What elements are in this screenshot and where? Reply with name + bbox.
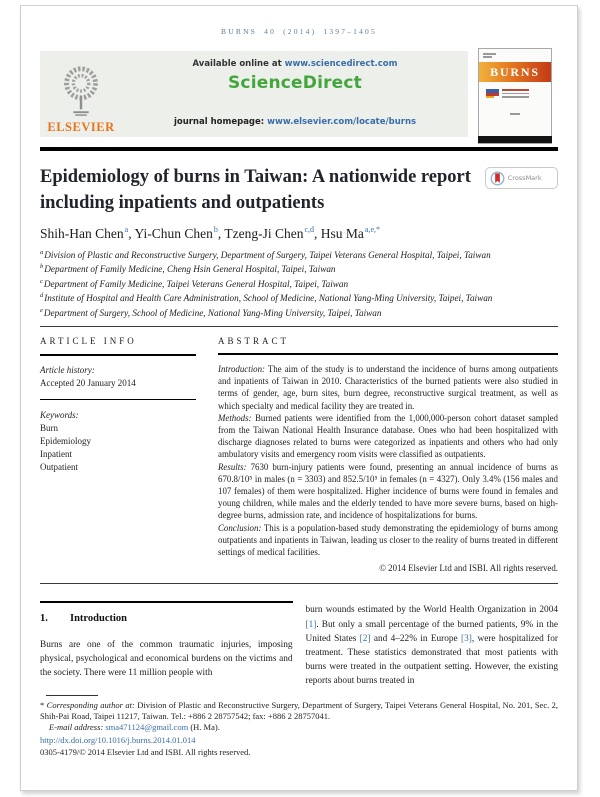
title-row — [40, 164, 558, 216]
author-list — [40, 225, 558, 242]
affiliation — [40, 247, 532, 262]
body-text: and 4–22% in Europe — [370, 633, 461, 644]
journal-cover-thumbnail[interactable] — [478, 48, 552, 144]
abstract-paragraph-label: Methods: — [218, 412, 252, 423]
citation-3-link[interactable]: [3] — [461, 633, 472, 644]
article-info-heading: ARTICLE INFO — [40, 335, 137, 346]
abstract-paragraph-text: Burned patients were identified from the 1,000,000-person cohort dataset sampled from the Taiwan National Health Insurance database. Ones who had been hospitalized with discharge diagnoses related to burns were categorized as inpatients and others who had only ambulatory visits and emergency room visits were classified as outpatients. — [218, 412, 558, 460]
keyword: Burn — [40, 422, 58, 433]
citation-2-link[interactable]: [2] — [359, 633, 371, 644]
abstract-paragraph — [218, 363, 558, 412]
body-columns — [40, 601, 558, 688]
body-paragraph: Burns are one of the common traumatic injuries, imposing physical, psychological and economical burdens on the victims and the society. There were 11 million people with — [40, 639, 293, 679]
body-text: , were hospitalized for treatment. These statistics demonstrated that most patients with burns were treated in the outpatient setting. However, the existing reports about burns treated in — [305, 633, 558, 687]
abstract-paragraph-text: The aim of the study is to understand the incidence of burns among outpatients and inpatients of Taiwan in 2010. Characteristics of the burned patients were also studied in terms of gender, age, burn sites, burn degree, reconstructive surgical treatment, as well as which specialty and medical facility they are treated in. — [218, 363, 558, 411]
email-line — [40, 722, 558, 733]
elsevier-logo-text: ELSEVIER — [47, 120, 115, 134]
body-right-column — [306, 601, 559, 688]
cover-footer-mark — [510, 113, 520, 115]
journal-homepage-label: journal homepage: — [173, 117, 268, 127]
cover-header-text-line — [483, 56, 492, 58]
publisher-banner-row — [40, 51, 558, 144]
section-number: 1. — [40, 613, 48, 625]
journal-reference: BURNS 40 (2014) 1397–1405 — [221, 27, 377, 36]
affiliation — [40, 276, 532, 291]
keywords-label: Keywords: — [40, 409, 79, 420]
cover-bottom-bar — [478, 136, 552, 143]
author — [224, 226, 320, 241]
affiliation-sup: e — [40, 307, 43, 315]
doi-link[interactable]: http://dx.doi.org/10.1016/j.burns.2014.01.014 — [40, 735, 196, 746]
affiliation-sup: b — [40, 263, 44, 271]
divider — [218, 353, 558, 355]
author-separator: , — [314, 225, 321, 241]
author-name: Tzeng-Ji Chen — [224, 225, 304, 241]
article-info-abstract-box — [40, 326, 558, 585]
isbi-flag-icon — [486, 89, 499, 98]
corresponding-author-note — [40, 700, 558, 722]
author — [134, 226, 224, 241]
keyword: Outpatient — [40, 461, 78, 472]
keyword: Inpatient — [40, 448, 72, 459]
footnote-divider — [46, 695, 98, 696]
author-affiliation-sup: c,d — [304, 225, 315, 234]
sciencedirect-banner — [40, 51, 468, 137]
journal-homepage-link[interactable]: www.elsevier.com/locate/burns — [267, 117, 417, 127]
cover-header-text-line — [483, 53, 496, 55]
paper-first-page — [20, 5, 578, 791]
sciencedirect-url-link[interactable]: www.sciencedirect.com — [284, 59, 398, 69]
affiliation — [40, 305, 532, 320]
affiliation-text: Department of Surgery, School of Medicine, National Yang-Ming University, Taipei, Taiwan — [43, 308, 382, 319]
available-online-line — [193, 59, 398, 69]
abstract-heading: ABSTRACT — [218, 335, 290, 346]
elsevier-logo[interactable] — [40, 51, 122, 137]
abstract-paragraph — [218, 461, 558, 522]
abstract-paragraph — [218, 412, 558, 461]
author-name: Shih-Han Chen — [40, 225, 124, 241]
available-online-text: Available online at — [192, 59, 285, 69]
affiliation-sup: a — [40, 248, 44, 256]
abstract-paragraph-text: This is a population-based study demonstrating the epidemiology of burns among outpatients and inpatients in Taiwan, leading us closer to the reality of burns treated in different settings of medical facilities. — [218, 522, 558, 558]
abstract-paragraph-text: 7630 burn-injury patients were found, presenting an annual incidence of burns as 670.8/10⁵ in males (n = 3303) and 852.5/10⁵ in females (n = 4327). Only 3.4% (156 males and 107 females) of them were hospitalized. Higher incidence of burns were found in females and young children, while males and the elderly tended to have more severe burns, based on high-degree burns, admission rate, and incidence of hospitalizations for burns. — [218, 461, 558, 521]
body-left-column — [40, 601, 293, 688]
author-affiliation-sup: b — [213, 225, 218, 234]
affiliation — [40, 290, 532, 305]
section-title: Introduction — [70, 613, 127, 625]
author-separator: , — [128, 225, 135, 241]
author-affiliation-sup: a — [124, 225, 129, 234]
cover-society-logo-row — [486, 89, 529, 100]
affiliation-sup: d — [40, 292, 44, 300]
divider — [40, 399, 196, 400]
issn-copyright-line: 0305-4179/© 2014 Elsevier Ltd and ISBI. All rights reserved. — [40, 747, 251, 758]
header-divider — [40, 147, 558, 151]
abstract-paragraph-label: Introduction: — [218, 363, 265, 374]
article-title: Epidemiology of burns in Taiwan: A nationwide report including inpatients and outpatients — [40, 167, 471, 213]
footnote-block — [40, 695, 558, 759]
section-heading — [40, 612, 293, 626]
cover-journal-title: BURNS — [490, 64, 540, 79]
affiliation-list — [40, 247, 532, 320]
abstract-paragraph-label: Conclusion: — [218, 522, 262, 533]
body-text: . But only a small percentage of the burned patients, 9% in the United States — [305, 619, 558, 644]
email-link[interactable]: sma471124@gmail.com — [105, 722, 189, 733]
author-name: Yi-Chun Chen — [134, 225, 213, 241]
affiliation-text: Department of Family Medicine, Taipei Veterans General Hospital, Taipei, Taiwan — [43, 278, 349, 289]
footnote-marker: * — [40, 699, 47, 710]
section-divider — [40, 601, 293, 603]
abstract-paragraph — [218, 522, 558, 559]
body-text: burn wounds estimated by the World Health Organization in 2004 — [305, 605, 558, 616]
author — [321, 226, 380, 241]
author-name: Hsu Ma — [320, 225, 364, 241]
email-label: E-mail address: — [49, 722, 106, 733]
journal-homepage-line — [174, 117, 416, 127]
copyright-line: © 2014 Elsevier Ltd and ISBI. All rights reserved. — [379, 563, 558, 574]
keyword: Epidemiology — [40, 435, 91, 446]
email-suffix: (H. Ma). — [188, 722, 220, 733]
footnote-text: Division of Plastic and Reconstructive Surgery, Department of Surgery, Taipei Veterans General Hospital, No. 201, Sec. 2, Shih-Pai Road, Taipei 11217, Taiwan. Tel.: +886 2 28757542; fax: +886 2 28757041. — [40, 699, 559, 721]
divider — [40, 354, 196, 356]
affiliation-sup: c — [40, 277, 43, 285]
banner-center — [122, 51, 468, 137]
article-history-label: Article history: — [40, 364, 95, 375]
elsevier-tree-icon — [59, 64, 103, 118]
author-affiliation-sup: a,e,* — [364, 225, 380, 234]
cover-title-band — [479, 62, 551, 82]
citation-1-link[interactable]: [1] — [305, 619, 317, 630]
affiliation — [40, 261, 532, 276]
author — [40, 226, 134, 241]
crossmark-badge[interactable] — [485, 167, 558, 189]
body-paragraph — [306, 603, 559, 688]
crossmark-icon — [490, 171, 505, 186]
affiliation-text: Institute of Hospital and Health Care Administration, School of Medicine, National Yang-Ming University, Taipei, Taiwan — [44, 293, 493, 304]
affiliation-text: Department of Family Medicine, Cheng Hsin General Hospital, Taipei, Taiwan — [44, 264, 336, 275]
footnote-lead: Corresponding author at: — [46, 699, 135, 710]
article-info-column — [40, 335, 196, 575]
author-separator: , — [217, 225, 225, 241]
doi-line — [40, 735, 558, 746]
abstract-column — [218, 335, 558, 575]
cover-subtitle-lines — [502, 89, 529, 100]
sciencedirect-logo[interactable]: ScienceDirect — [227, 73, 363, 93]
crossmark-label: CrossMark — [507, 174, 542, 182]
abstract-paragraph-label: Results: — [218, 461, 247, 472]
accepted-date: Accepted 20 January 2014 — [40, 377, 136, 388]
affiliation-text: Division of Plastic and Reconstructive Surgery, Department of Surgery, Taipei Veterans General Hospital, Taipei, Taiwan — [44, 249, 491, 260]
